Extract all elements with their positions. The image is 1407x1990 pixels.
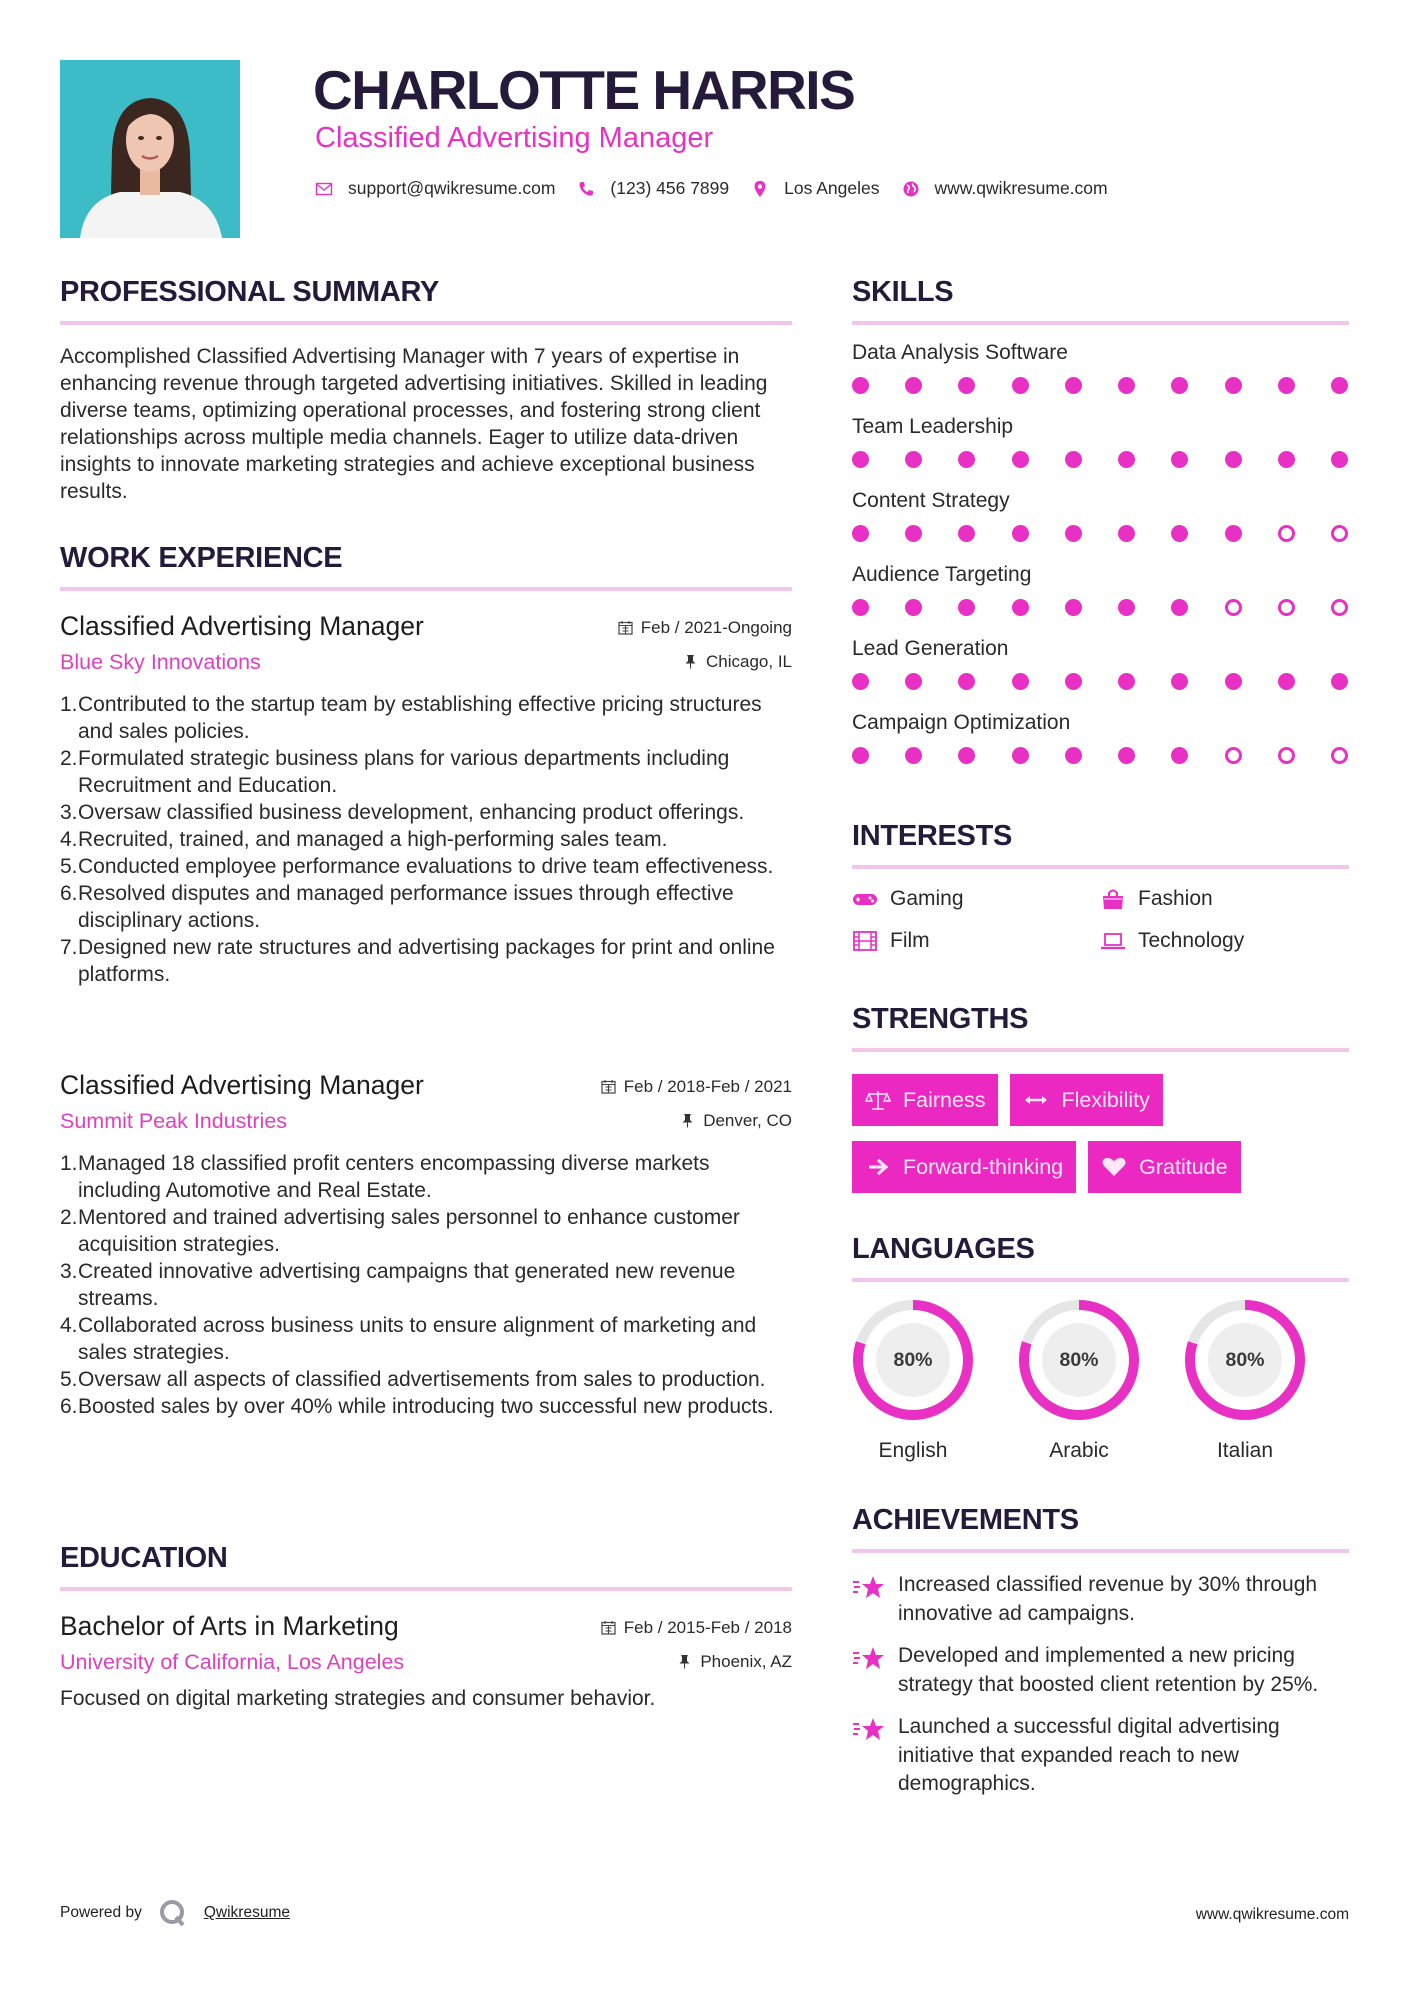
- job-title: Classified Advertising Manager: [60, 611, 424, 641]
- bullet-item: 2. Mentored and trained advertising sales personnel to enhance customer acquisition strategies.: [60, 1206, 740, 1256]
- strength-label: Forward-thinking: [903, 1154, 1064, 1179]
- bullet-item: 3. Created innovative advertising campaigns that generated new revenue streams.: [60, 1260, 736, 1310]
- rating-dot-filled: [1065, 451, 1082, 468]
- rating-dot-filled: [1278, 451, 1295, 468]
- achievement-item: [852, 1713, 1349, 1799]
- skill-name: Audience Targeting: [852, 563, 1032, 586]
- interest-item: [1100, 929, 1348, 953]
- section-divider: [60, 587, 792, 591]
- qwikresume-link[interactable]: Qwikresume: [203, 1904, 290, 1921]
- languages-list: [852, 1299, 1349, 1463]
- profile-photo: [60, 60, 240, 238]
- rating-dot-filled: [1012, 525, 1029, 542]
- laptop-icon: [1100, 930, 1126, 952]
- rating-dot-filled: [1225, 525, 1242, 542]
- rating-dot-filled: [1225, 451, 1242, 468]
- experience-section: [60, 542, 792, 988]
- skill-rating: [852, 747, 1348, 764]
- envelope-icon: [315, 180, 333, 198]
- skill-name: Campaign Optimization: [852, 711, 1071, 734]
- arrow-right-icon: [865, 1156, 891, 1178]
- achievement-text: Developed and implemented a new pricing strategy that boosted client retention by 25%.: [898, 1644, 1319, 1696]
- strengths-heading: STRENGTHS: [852, 1003, 1029, 1035]
- skill-rating: [852, 451, 1348, 468]
- contact-website-text: www.qwikresume.com: [934, 178, 1108, 198]
- contact-location: [751, 178, 879, 199]
- contact-email[interactable]: [315, 178, 555, 199]
- calendar-icon: [618, 620, 633, 635]
- skill-item: [852, 635, 1349, 690]
- strength-tag: [852, 1074, 998, 1126]
- interest-item: [1100, 887, 1348, 911]
- skill-item: [852, 561, 1349, 616]
- education-location: [677, 1652, 792, 1672]
- experience-heading: WORK EXPERIENCE: [60, 542, 343, 574]
- footer-powered-by: [60, 1898, 290, 1928]
- heart-icon: [1101, 1156, 1127, 1178]
- calendar-icon: [601, 1620, 616, 1635]
- rating-dot-empty: [1278, 525, 1295, 542]
- rating-dot-empty: [1225, 747, 1242, 764]
- contact-location-text: Los Angeles: [784, 178, 880, 198]
- skill-item: [852, 339, 1349, 394]
- balance-scale-icon: [865, 1089, 891, 1111]
- rating-dot-filled: [852, 747, 869, 764]
- rating-dot-filled: [1225, 673, 1242, 690]
- rating-dot-filled: [905, 673, 922, 690]
- education-description: Focused on digital marketing strategies and consumer behavior.: [60, 1687, 656, 1710]
- degree-title: Bachelor of Arts in Marketing: [60, 1611, 399, 1641]
- rating-dot-filled: [958, 747, 975, 764]
- skill-item: [852, 413, 1349, 468]
- company-name: Blue Sky Innovations: [60, 650, 261, 674]
- contact-email-text: support@qwikresume.com: [348, 178, 556, 198]
- rating-dot-filled: [852, 525, 869, 542]
- language-progress-ring: [1018, 1299, 1140, 1421]
- strength-tag: [852, 1141, 1076, 1193]
- rating-dot-filled: [1171, 599, 1188, 616]
- rating-dot-filled: [1225, 377, 1242, 394]
- pushpin-icon: [677, 1654, 692, 1669]
- bullet-item: 4. Recruited, trained, and managed a high-performing sales team.: [60, 828, 668, 851]
- interests-heading: INTERESTS: [852, 820, 1013, 852]
- rating-dot-filled: [1012, 747, 1029, 764]
- rating-dot-filled: [1118, 747, 1135, 764]
- job-dates-text: Feb / 2018-Feb / 2021: [623, 1076, 792, 1096]
- film-icon: [852, 930, 878, 952]
- skills-list: [852, 339, 1349, 764]
- job-location: [683, 652, 792, 672]
- section-divider: [852, 1278, 1349, 1282]
- rating-dot-filled: [1278, 673, 1295, 690]
- rating-dot-filled: [1118, 451, 1135, 468]
- strength-tag: [1088, 1141, 1240, 1193]
- interests-list: [852, 887, 1349, 953]
- job-bullets: [60, 691, 792, 988]
- rating-dot-filled: [958, 599, 975, 616]
- pushpin-icon: [680, 1113, 695, 1128]
- language-percent: 80%: [1225, 1348, 1265, 1371]
- pushpin-icon: [683, 654, 698, 669]
- rating-dot-filled: [1118, 599, 1135, 616]
- job-dates-text: Feb / 2021-Ongoing: [640, 617, 792, 637]
- skill-name: Content Strategy: [852, 489, 1010, 512]
- language-item: [852, 1299, 974, 1463]
- company-name: Summit Peak Industries: [60, 1109, 288, 1133]
- skill-rating: [852, 525, 1348, 542]
- rating-dot-filled: [1171, 377, 1188, 394]
- education-heading: EDUCATION: [60, 1542, 228, 1574]
- rating-dot-filled: [1012, 673, 1029, 690]
- rating-dot-filled: [1065, 599, 1082, 616]
- bullet-item: 6. Resolved disputes and managed performance issues through effective disciplinary actions.: [60, 882, 734, 932]
- contact-bar: [315, 178, 1130, 199]
- language-item: [1184, 1299, 1306, 1463]
- job-dates: [618, 618, 792, 638]
- job-location-text: Chicago, IL: [706, 651, 792, 671]
- rating-dot-filled: [1278, 377, 1295, 394]
- skill-rating: [852, 599, 1348, 616]
- rating-dot-filled: [1012, 377, 1029, 394]
- section-divider: [852, 1048, 1349, 1052]
- education-section: [60, 1542, 792, 1712]
- interest-item: [852, 929, 1100, 953]
- candidate-name: CHARLOTTE HARRIS: [313, 59, 855, 121]
- job-entry: [60, 1070, 792, 1420]
- rating-dot-filled: [1065, 377, 1082, 394]
- calendar-icon: [601, 1079, 616, 1094]
- language-name: English: [878, 1439, 948, 1462]
- job-location-text: Denver, CO: [703, 1110, 792, 1130]
- rating-dot-filled: [958, 673, 975, 690]
- bullet-item: 7. Designed new rate structures and advertising packages for print and online platforms.: [60, 936, 775, 986]
- job-title: Classified Advertising Manager: [60, 1070, 424, 1100]
- bullet-item: 5. Oversaw all aspects of classified advertisements from sales to production.: [60, 1368, 766, 1391]
- interest-label: Film: [890, 929, 930, 952]
- language-percent: 80%: [1059, 1348, 1099, 1371]
- strength-label: Gratitude: [1139, 1154, 1228, 1179]
- education-location-text: Phoenix, AZ: [700, 1651, 792, 1671]
- language-name: Arabic: [1049, 1439, 1109, 1462]
- rating-dot-filled: [905, 599, 922, 616]
- section-divider: [852, 321, 1349, 325]
- strengths-section: [852, 1003, 1349, 1193]
- strength-tag: [1010, 1074, 1162, 1126]
- contact-phone[interactable]: [577, 178, 729, 199]
- rating-dot-filled: [905, 747, 922, 764]
- shopping-bag-icon: [1100, 888, 1126, 910]
- achievement-text: Increased classified revenue by 30% through innovative ad campaigns.: [898, 1573, 1318, 1625]
- job-location: [680, 1111, 792, 1131]
- interest-label: Technology: [1138, 929, 1245, 952]
- rating-dot-filled: [1118, 673, 1135, 690]
- section-divider: [852, 1549, 1349, 1553]
- rating-dot-filled: [1118, 377, 1135, 394]
- rating-dot-filled: [1331, 451, 1348, 468]
- shooting-star-icon: [852, 1715, 886, 1745]
- phone-icon: [577, 180, 595, 198]
- bullet-item: 2. Formulated strategic business plans for various departments including Recruitment and Education.: [60, 747, 730, 797]
- skill-name: Team Leadership: [852, 415, 1014, 438]
- rating-dot-empty: [1278, 747, 1295, 764]
- skills-heading: SKILLS: [852, 276, 954, 308]
- language-percent: 80%: [893, 1348, 933, 1371]
- job-bullets: [60, 1150, 792, 1420]
- rating-dot-filled: [1171, 451, 1188, 468]
- bullet-item: 3. Oversaw classified business development, enhancing product offerings.: [60, 801, 745, 824]
- achievements-heading: ACHIEVEMENTS: [852, 1504, 1079, 1536]
- skill-rating: [852, 673, 1348, 690]
- section-divider: [60, 1587, 792, 1591]
- skill-name: Lead Generation: [852, 637, 1009, 660]
- rating-dot-filled: [905, 525, 922, 542]
- rating-dot-filled: [958, 377, 975, 394]
- bullet-item: 1. Contributed to the startup team by establishing effective pricing structures and sales policies.: [60, 693, 762, 743]
- rating-dot-filled: [852, 451, 869, 468]
- skills-section: [852, 276, 1349, 764]
- map-pin-icon: [751, 180, 769, 198]
- section-divider: [60, 321, 792, 325]
- education-dates: [601, 1618, 792, 1638]
- job-dates: [601, 1077, 792, 1097]
- section-divider: [852, 865, 1349, 869]
- contact-phone-text: (123) 456 7899: [610, 178, 730, 198]
- shooting-star-icon: [852, 1644, 886, 1674]
- bullet-item: 1. Managed 18 classified profit centers encompassing diverse markets including Automotive and Real Estate.: [60, 1152, 710, 1202]
- bullet-item: 6. Boosted sales by over 40% while introducing two successful new products.: [60, 1395, 774, 1418]
- rating-dot-filled: [1012, 599, 1029, 616]
- rating-dot-filled: [1331, 673, 1348, 690]
- shooting-star-icon: [852, 1573, 886, 1603]
- rating-dot-filled: [1118, 525, 1135, 542]
- gamepad-icon: [852, 888, 878, 910]
- powered-by-label: Powered by: [60, 1904, 142, 1921]
- rating-dot-filled: [852, 377, 869, 394]
- interest-label: Gaming: [890, 887, 964, 910]
- candidate-title: Classified Advertising Manager: [315, 122, 714, 154]
- language-progress-ring: [852, 1299, 974, 1421]
- arrows-horizontal-icon: [1023, 1089, 1049, 1111]
- interest-item: [852, 887, 1100, 911]
- rating-dot-filled: [1171, 673, 1188, 690]
- rating-dot-filled: [1171, 525, 1188, 542]
- rating-dot-empty: [1278, 599, 1295, 616]
- skill-rating: [852, 377, 1348, 394]
- interest-label: Fashion: [1138, 887, 1213, 910]
- rating-dot-filled: [1331, 377, 1348, 394]
- rating-dot-filled: [1065, 673, 1082, 690]
- bullet-item: 5. Conducted employee performance evaluations to drive team effectiveness.: [60, 855, 774, 878]
- skill-item: [852, 487, 1349, 542]
- interests-section: [852, 820, 1349, 953]
- rating-dot-filled: [1012, 451, 1029, 468]
- rating-dot-filled: [905, 451, 922, 468]
- rating-dot-filled: [1171, 747, 1188, 764]
- achievements-list: [852, 1571, 1349, 1799]
- school-name: University of California, Los Angeles: [60, 1650, 405, 1674]
- education-dates-text: Feb / 2015-Feb / 2018: [623, 1617, 792, 1637]
- skill-item: [852, 709, 1349, 764]
- rating-dot-empty: [1225, 599, 1242, 616]
- summary-heading: PROFESSIONAL SUMMARY: [60, 276, 440, 308]
- language-progress-ring: [1184, 1299, 1306, 1421]
- rating-dot-empty: [1331, 525, 1348, 542]
- rating-dot-filled: [958, 525, 975, 542]
- rating-dot-filled: [1065, 525, 1082, 542]
- rating-dot-empty: [1331, 747, 1348, 764]
- summary-section: [60, 276, 792, 505]
- rating-dot-filled: [852, 673, 869, 690]
- strength-label: Flexibility: [1061, 1087, 1150, 1112]
- language-item: [1018, 1299, 1140, 1463]
- rating-dot-filled: [958, 451, 975, 468]
- portrait-image: [60, 60, 240, 238]
- strength-label: Fairness: [903, 1087, 986, 1112]
- bullet-item: 4. Collaborated across business units to ensure alignment of marketing and sales strategies.: [60, 1314, 757, 1364]
- achievement-text: Launched a successful digital advertising initiative that expanded reach to new demographics.: [898, 1715, 1280, 1795]
- strengths-list: [852, 1074, 1352, 1193]
- qwikresume-logo-icon: [158, 1898, 188, 1928]
- rating-dot-filled: [905, 377, 922, 394]
- rating-dot-filled: [852, 599, 869, 616]
- achievement-item: [852, 1642, 1349, 1699]
- skill-name: Data Analysis Software: [852, 341, 1068, 364]
- footer-url[interactable]: www.qwikresume.com: [1195, 1906, 1349, 1923]
- job-entry: [60, 611, 792, 988]
- languages-section: [852, 1233, 1349, 1463]
- language-name: Italian: [1216, 1439, 1274, 1462]
- achievements-section: [852, 1504, 1349, 1813]
- rating-dot-empty: [1331, 599, 1348, 616]
- contact-website[interactable]: [902, 178, 1108, 199]
- summary-text: Accomplished Classified Advertising Manager with 7 years of expertise in enhancing revenue through targeted advertising initiatives. Skilled in leading diverse teams, optimizing operational processes, and fostering strong client relationships across multiple media channels. Eager to utilize data-driven insights to innovate marketing strategies and achieve exceptional business results.: [60, 345, 768, 503]
- globe-icon: [902, 180, 920, 198]
- languages-heading: LANGUAGES: [852, 1233, 1035, 1265]
- rating-dot-filled: [1065, 747, 1082, 764]
- achievement-item: [852, 1571, 1349, 1628]
